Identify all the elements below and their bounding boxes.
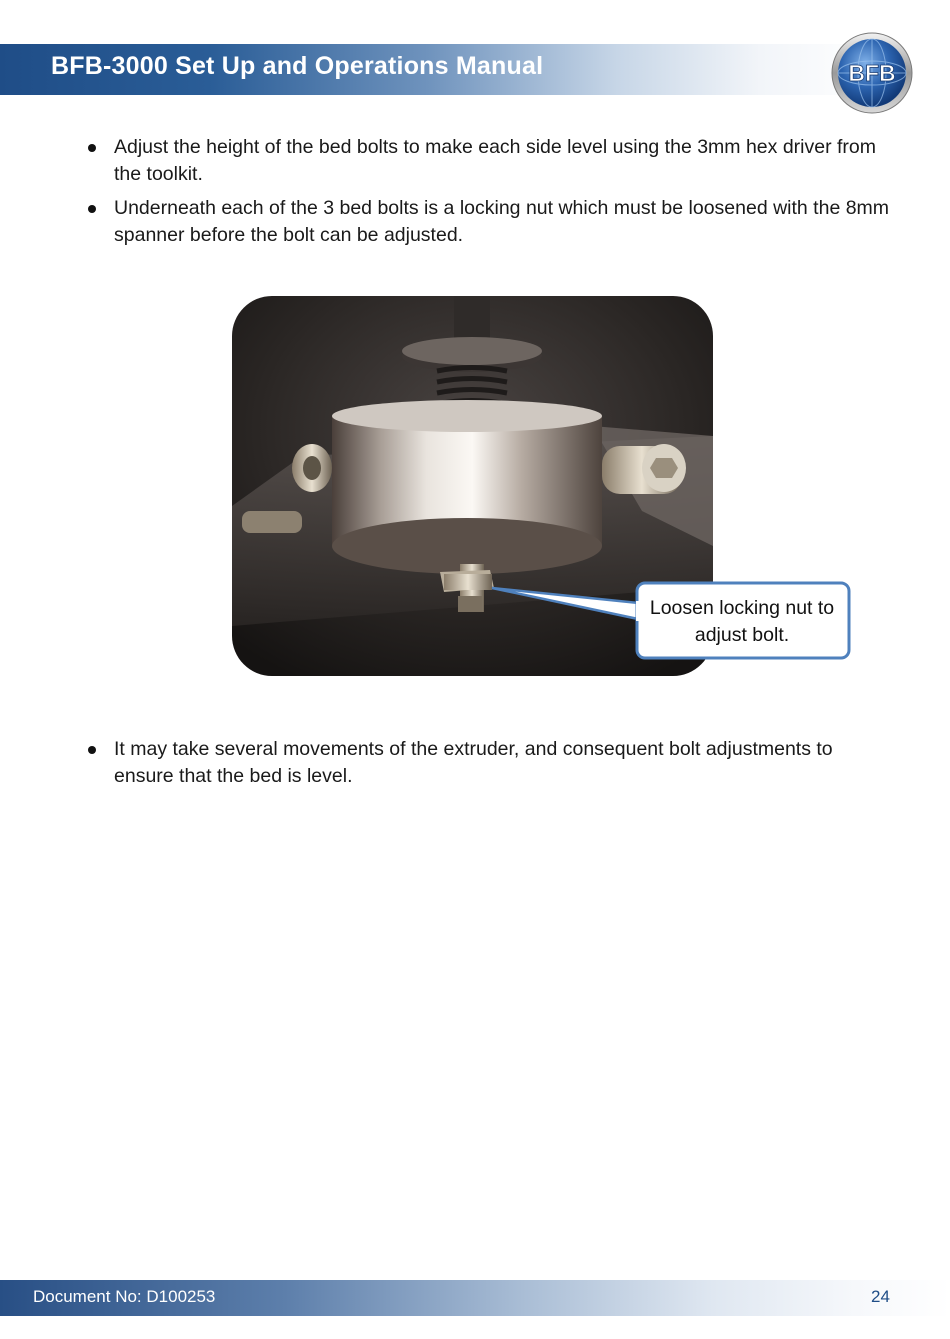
- list-item: [85, 195, 895, 249]
- bullet-icon: [88, 144, 96, 152]
- list-item-text: It may take several movements of the extruder, and consequent bolt adjustments to ensure that the bed is level.: [114, 738, 833, 787]
- list-item-text: Underneath each of the 3 bed bolts is a locking nut which must be loosened with the 8mm spanner before the bolt can be adjusted.: [114, 197, 890, 246]
- list-item: [85, 134, 895, 188]
- instruction-list-top: [85, 134, 895, 256]
- logo-text: BFB: [848, 60, 896, 86]
- bullet-icon: [88, 746, 96, 754]
- page-number: 24: [871, 1287, 890, 1306]
- page-header-title: BFB-3000 Set Up and Operations Manual: [51, 52, 544, 80]
- bullet-icon: [88, 205, 96, 213]
- bfb-logo: [830, 31, 914, 115]
- callout-text: Loosen locking nut to adjust bolt.: [649, 597, 835, 646]
- list-item: [85, 736, 895, 790]
- document-number: Document No: D100253: [33, 1287, 216, 1306]
- instruction-list-bottom: [85, 736, 895, 797]
- list-item-text: Adjust the height of the bed bolts to make each side level using the 3mm hex driver from the toolkit.: [114, 136, 876, 185]
